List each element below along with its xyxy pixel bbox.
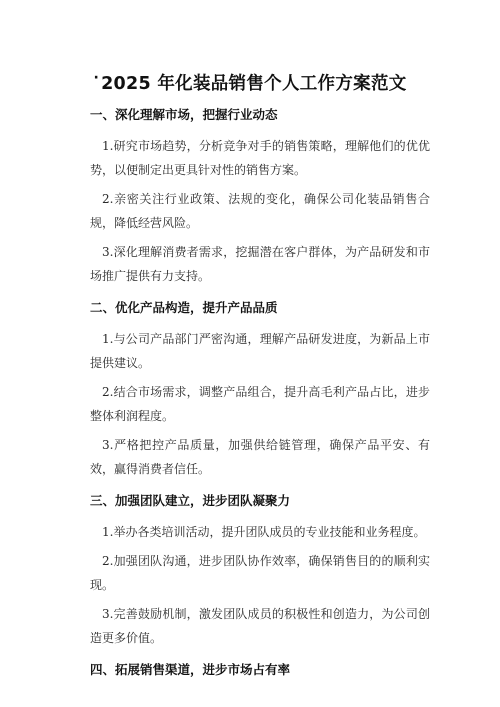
paragraph: 2.加强团队沟通，进步团队协作效率，确保销售目的的顺利实现。 xyxy=(90,554,430,592)
paragraph: 3.深化理解消费者需求，挖掘潜在客户群体，为产品研发和市场推广提供有力支持。 xyxy=(90,245,430,283)
title-bullet: · xyxy=(93,70,100,86)
section-heading: 四、拓展销售渠道，进步市场占有率 xyxy=(90,662,291,677)
section-heading: 一、深化理解市场，把握行业动态 xyxy=(90,107,278,122)
paragraph: 2.结合市场需求，调整产品组合，提升高毛利产品占比，进步整体利润程度。 xyxy=(90,385,430,423)
section-4 xyxy=(90,661,430,679)
section-heading: 三、加强团队建立，进步团队凝聚力 xyxy=(90,493,291,508)
paragraph: 3.完善鼓励机制，激发团队成员的积极性和创造力，为公司创造更多价值。 xyxy=(90,607,430,645)
document-title xyxy=(0,70,500,95)
title-text: 2025 年化装品销售个人工作方案范文 xyxy=(101,74,407,94)
paragraph: 2.亲密关注行业政策、法规的变化，确保公司化装品销售合规，降低经营风险。 xyxy=(90,192,430,230)
section-1 xyxy=(90,106,430,288)
section-3 xyxy=(90,492,430,650)
section-2 xyxy=(90,299,430,481)
paragraph: 1.与公司产品部门严密沟通，理解产品研发进度，为新品上市提供建议。 xyxy=(90,332,430,370)
paragraph: 1.研究市场趋势，分析竞争对手的销售策略，理解他们的优优势，以便制定出更具针对性的销售方案。 xyxy=(90,139,430,177)
section-heading: 二、优化产品构造，提升产品品质 xyxy=(90,300,278,315)
paragraph: 1.举办各类培训活动，提升团队成员的专业技能和业务程度。 xyxy=(102,525,426,539)
document-body xyxy=(90,106,430,689)
paragraph: 3.严格把控产品质量，加强供给链管理，确保产品平安、有效，赢得消费者信任。 xyxy=(90,438,430,476)
